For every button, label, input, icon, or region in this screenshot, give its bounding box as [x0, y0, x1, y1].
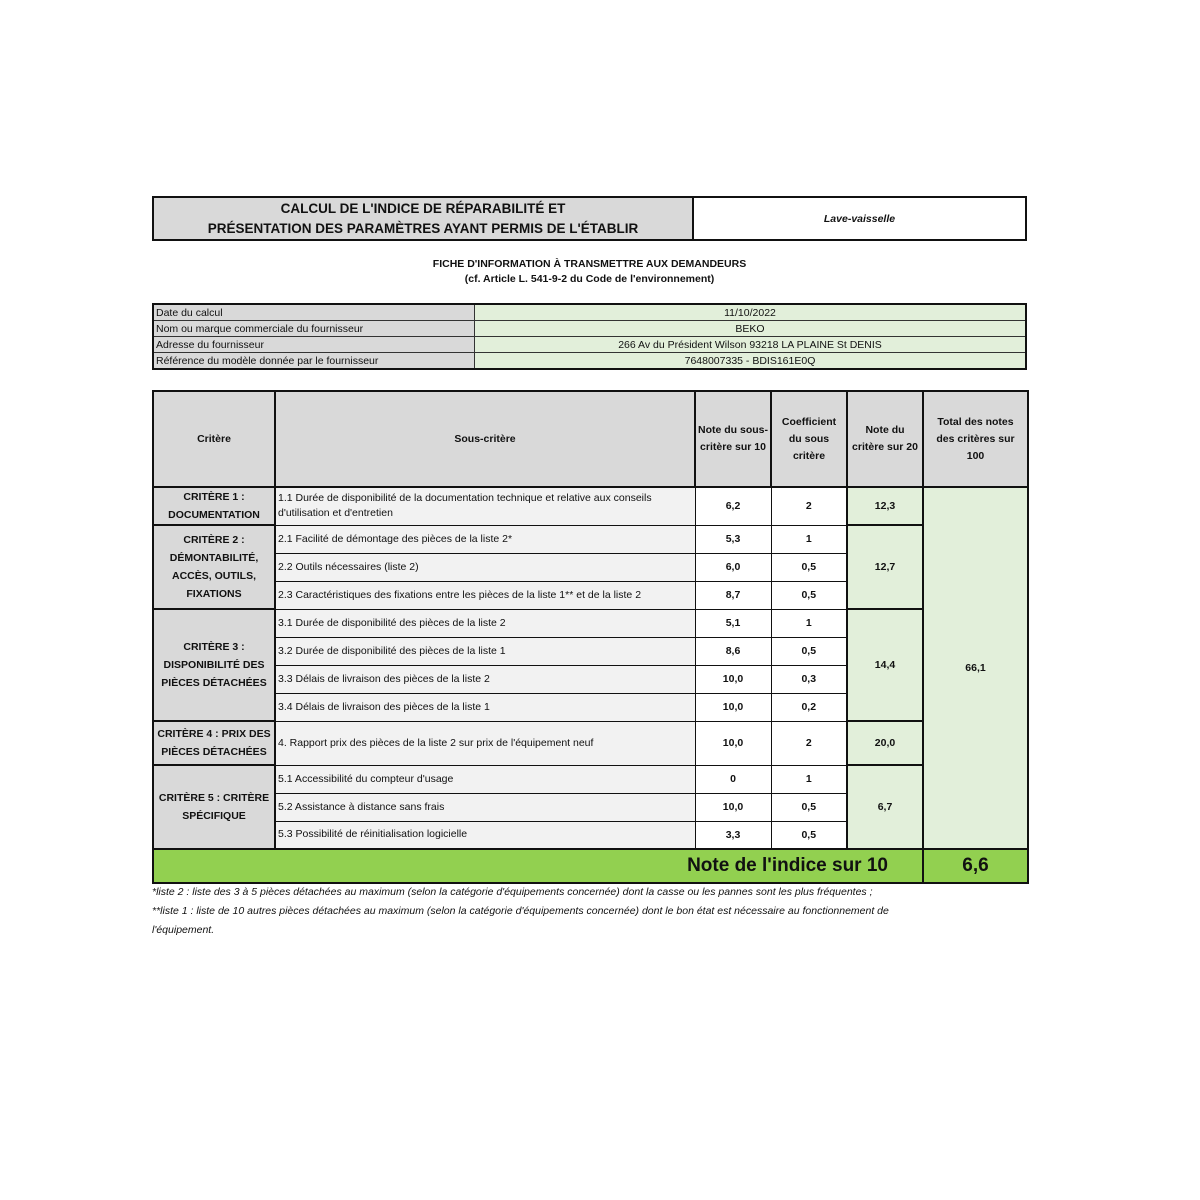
sub-criterion-note: 0 — [695, 765, 771, 793]
info-label: Adresse du fournisseur — [153, 337, 475, 353]
sub-criterion-coef: 0,5 — [771, 821, 847, 849]
sub-criterion-label: 3.4 Délais de livraison des pièces de la liste 1 — [275, 693, 695, 721]
sub-criterion-note: 6,2 — [695, 487, 771, 525]
title-line-1: CALCUL DE L'INDICE DE RÉPARABILITÉ ET — [280, 200, 566, 216]
info-label: Référence du modèle donnée par le fournisseur — [153, 353, 475, 370]
header-note-critere: Note du critère sur 20 — [847, 391, 923, 487]
sub-criterion-coef: 1 — [771, 765, 847, 793]
sub-criterion-coef: 0,5 — [771, 581, 847, 609]
table-row — [153, 487, 1028, 525]
info-row — [153, 304, 1026, 321]
footnote-liste-1: **liste 1 : liste de 10 autres pièces détachées au maximum (selon la catégorie d'équipements concernée) dont le bon état est nécessaire au fonctionnement de — [152, 905, 889, 917]
sub-criterion-label: 2.1 Facilité de démontage des pièces de la liste 2* — [275, 525, 695, 553]
sub-criterion-note: 5,1 — [695, 609, 771, 637]
total-score: 66,1 — [923, 487, 1028, 849]
sub-criterion-coef: 1 — [771, 609, 847, 637]
sub-criterion-note: 10,0 — [695, 693, 771, 721]
table-row — [153, 721, 1028, 765]
footnotes — [152, 883, 1027, 940]
sub-criterion-label: 1.1 Durée de disponibilité de la documentation technique et relative aux conseils d'utilisation et d'entretien — [275, 487, 695, 525]
repairability-score-table — [152, 390, 1029, 884]
table-row — [153, 525, 1028, 553]
sub-criterion-note: 10,0 — [695, 721, 771, 765]
table-row — [153, 609, 1028, 637]
info-value: BEKO — [475, 321, 1027, 337]
final-score-row — [153, 849, 1028, 883]
header-critere: Critère — [153, 391, 275, 487]
sub-criterion-label: 2.3 Caractéristiques des fixations entre les pièces de la liste 1** et de la liste 2 — [275, 581, 695, 609]
sub-criterion-label: 4. Rapport prix des pièces de la liste 2 sur prix de l'équipement neuf — [275, 721, 695, 765]
header-total: Total des notes des critères sur 100 — [923, 391, 1028, 487]
sub-criterion-label: 5.3 Possibilité de réinitialisation logicielle — [275, 821, 695, 849]
sub-criterion-note: 10,0 — [695, 793, 771, 821]
sub-criterion-coef: 2 — [771, 487, 847, 525]
sub-criterion-coef: 0,2 — [771, 693, 847, 721]
sub-criterion-coef: 0,5 — [771, 637, 847, 665]
criterion-name: CRITÈRE 4 : PRIX DES PIÈCES DÉTACHÉES — [153, 721, 275, 765]
criterion-name: CRITÈRE 2 : DÉMONTABILITÉ, ACCÈS, OUTILS, FIXATIONS — [153, 525, 275, 609]
sub-criterion-note: 8,7 — [695, 581, 771, 609]
criterion-name: CRITÈRE 3 : DISPONIBILITÉ DES PIÈCES DÉTACHÉES — [153, 609, 275, 721]
sub-criterion-coef: 0,5 — [771, 553, 847, 581]
sub-criterion-coef: 1 — [771, 525, 847, 553]
criterion-name: CRITÈRE 5 : CRITÈRE SPÉCIFIQUE — [153, 765, 275, 849]
sub-criterion-label: 5.2 Assistance à distance sans frais — [275, 793, 695, 821]
sub-criterion-note: 10,0 — [695, 665, 771, 693]
info-row — [153, 353, 1026, 370]
sub-criterion-note: 8,6 — [695, 637, 771, 665]
criterion-name: CRITÈRE 1 : DOCUMENTATION — [153, 487, 275, 525]
footnote-liste-2: *liste 2 : liste des 3 à 5 pièces détachées au maximum (selon la catégorie d'équipements concernée) dont la casse ou les pannes sont les plus fréquentes ; — [152, 886, 873, 898]
table-row — [153, 765, 1028, 793]
final-score-value: 6,6 — [923, 849, 1028, 883]
criterion-score: 6,7 — [847, 765, 923, 849]
supplier-info-table — [152, 303, 1027, 370]
sub-criterion-label: 3.2 Durée de disponibilité des pièces de la liste 1 — [275, 637, 695, 665]
product-type: Lave-vaisselle — [692, 196, 1027, 241]
sub-criterion-label: 2.2 Outils nécessaires (liste 2) — [275, 553, 695, 581]
criterion-score: 20,0 — [847, 721, 923, 765]
document-title — [152, 196, 694, 241]
sub-criterion-coef: 0,5 — [771, 793, 847, 821]
table-header-row — [153, 391, 1028, 487]
header-note-sous-critere: Note du sous-critère sur 10 — [695, 391, 771, 487]
criterion-score: 14,4 — [847, 609, 923, 721]
final-score-label: Note de l'indice sur 10 — [153, 849, 923, 883]
subheader-line-1: FICHE D'INFORMATION À TRANSMETTRE AUX DEMANDEURS — [432, 258, 747, 270]
subheader-line-2: (cf. Article L. 541-9-2 du Code de l'environnement) — [464, 273, 715, 285]
info-value: 266 Av du Président Wilson 93218 LA PLAINE St DENIS — [475, 337, 1027, 353]
sub-criterion-coef: 2 — [771, 721, 847, 765]
sub-criterion-label: 5.1 Accessibilité du compteur d'usage — [275, 765, 695, 793]
info-label: Nom ou marque commerciale du fournisseur — [153, 321, 475, 337]
sub-criterion-label: 3.3 Délais de livraison des pièces de la liste 2 — [275, 665, 695, 693]
sub-criterion-note: 6,0 — [695, 553, 771, 581]
sub-criterion-label: 3.1 Durée de disponibilité des pièces de la liste 2 — [275, 609, 695, 637]
sub-criterion-coef: 0,3 — [771, 665, 847, 693]
criterion-score: 12,3 — [847, 487, 923, 525]
footnote-liste-1-continued: l'équipement. — [152, 924, 215, 936]
header-coefficient: Coefficient du sous critère — [771, 391, 847, 487]
sub-criterion-note: 3,3 — [695, 821, 771, 849]
info-label: Date du calcul — [153, 304, 475, 321]
criterion-score: 12,7 — [847, 525, 923, 609]
info-row — [153, 321, 1026, 337]
info-row — [153, 337, 1026, 353]
sub-criterion-note: 5,3 — [695, 525, 771, 553]
header-sous-critere: Sous-critère — [275, 391, 695, 487]
info-value: 11/10/2022 — [475, 304, 1027, 321]
title-line-2: PRÉSENTATION DES PARAMÈTRES AYANT PERMIS DE L'ÉTABLIR — [207, 220, 639, 236]
info-value: 7648007335 - BDIS161E0Q — [475, 353, 1027, 370]
